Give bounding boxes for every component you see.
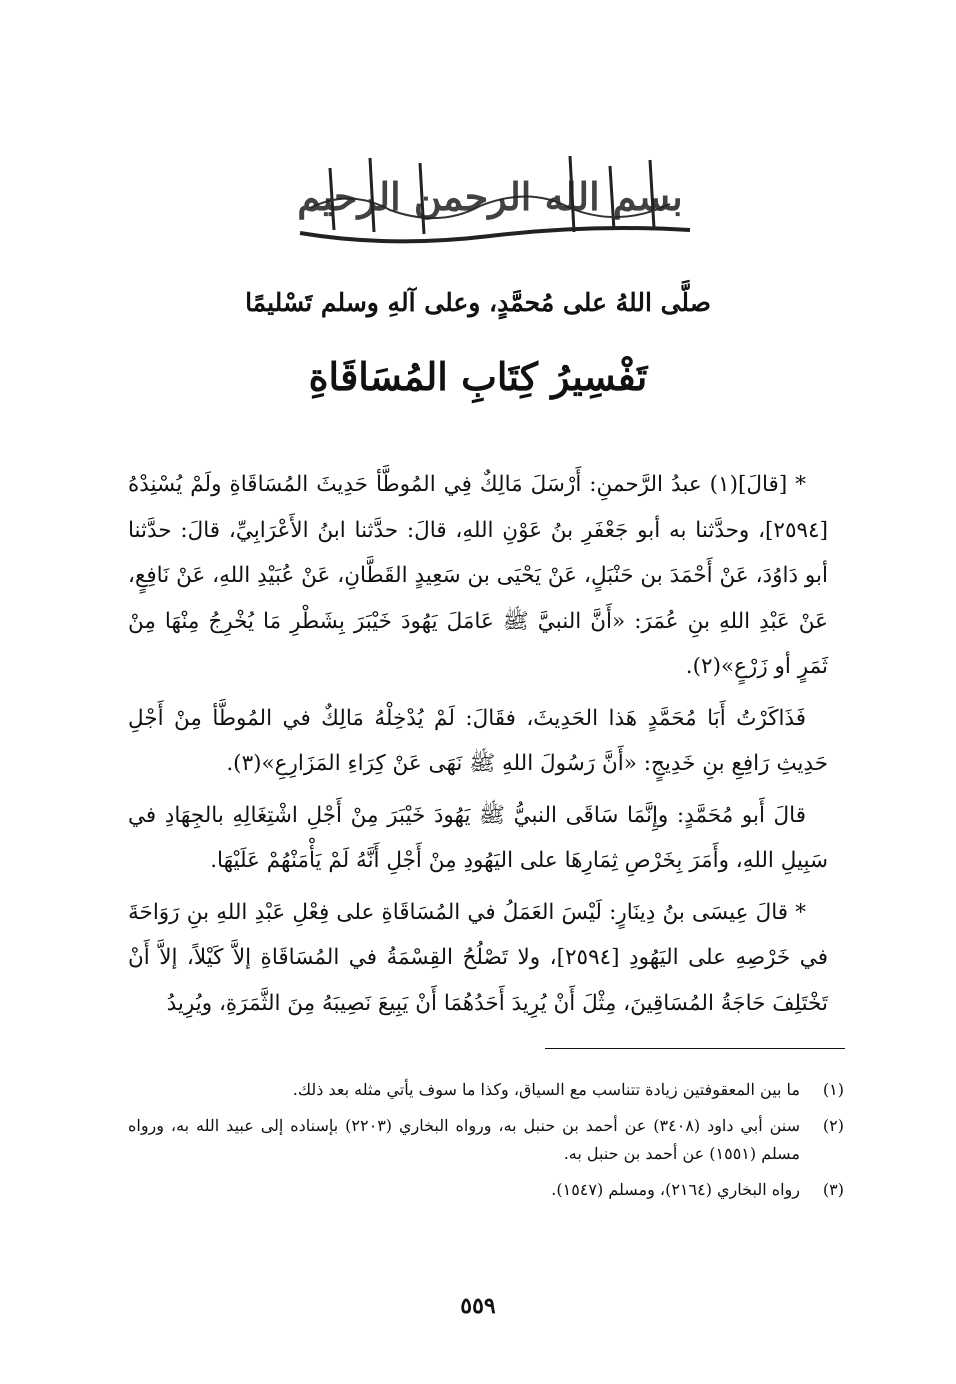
basmala-calligraphy: [270, 138, 710, 268]
paragraph: فَذَاكَرْتُ أَبَا مُحَمَّدٍ هَذا الحَدِيثَ، فقَالَ: لَمْ يُدْخِلْهُ مَالِكٌ في المُوطَّأ مِنْ أَجْلِ حَدِيثِ رَافِعِ بنِ خَدِيجٍ: «أَنَّ رَسُولَ اللهِ ﷺ نَهَى عَنْ كِرَاءِ المَزَارِعِ»(٣).: [128, 705, 828, 776]
paragraph: قالَ أَبو مُحَمَّدٍ: وإِنَّمَا سَاقَى النبيُّ ﷺ يَهُودَ خَيْبَرَ مِنْ أَجْلِ اشْتِغَالِهِ بالجِهَادِ في سَبِيلِ اللهِ، وأَمَرَ بِخَرْصِ ثِمَارِهَا على اليَهُودِ مِنْ أَجْلِ أَنَّهُ لَمْ يَأْمَنْهُمْ عَلَيْهَا.: [128, 802, 828, 873]
footnote-divider: [545, 1048, 845, 1049]
footnote-number: (٣): [822, 1180, 844, 1199]
footnote-number: (١): [822, 1080, 844, 1099]
main-text: [128, 462, 828, 1032]
footnote-text: سنن أبي داود (٣٤٠٨) عن أحمد بن حنبل به، ورواه البخاري (٢٢٠٣) بإسناده إلى عبيد الله به، ورواه مسلم (١٥٥١) عن أحمد بن حنبل به.: [128, 1116, 801, 1163]
footnote-text: رواه البخاري (٢١٦٤)، ومسلم (١٥٤٧).: [551, 1180, 800, 1199]
basmala-text: بسم الله الرحمن الرحيم: [297, 174, 683, 219]
page-number: ٥٥٩: [460, 1293, 496, 1319]
paragraph: * [قالَ](١) عبدُ الرَّحمنِ: أَرْسَلَ مَالِكٌ فِي المُوطَّأ حَدِيثَ المُسَاقَاةِ ولَمْ يُسْنِدْهُ [٢٥٩٤]، وحدَّثنا به أبو جَعْفَرِ بنُ عَوْنِ اللهِ، قالَ: حدَّثنا ابنُ الأَعْرَابِيِّ، قالَ: حدَّثنا أبو دَاوُدَ، عَنْ أَحْمَدَ بن حَنْبَلٍ، عَنْ يَحْيَى بن سَعِيدٍ القَطَّانِ، عَنْ عُبَيْدِ اللهِ، عَنْ نَافِعٍ، عَنْ عَبْدِ اللهِ بنِ عُمَرَ: «أَنَّ النبيَّ ﷺ عَامَلَ يَهُودَ خَيْبَرَ بِشَطْرِ مَا يُخْرِجُ مِنْهَا مِنْ ثَمَرٍ أو زَرْعٍ»(٢).: [128, 472, 828, 679]
footnotes: [128, 1076, 844, 1212]
footnote-item: [128, 1076, 844, 1104]
footnote-item: [128, 1176, 844, 1204]
paragraph: * قالَ عِيسَى بنُ دِينَارٍ: لَيْسَ العَمَلُ في المُسَاقَاةِ على فِعْلِ عَبْدِ اللهِ بنِ رَوَاحَةَ في خَرْصِهِ على اليَهُودِ [٢٥٩٤]، ولا تَصْلُحُ القِسْمَةُ في المُسَاقَاةِ إلاَّ كَيْلاً، إلاَّ أَنْ تَخْتَلِفَ حَاجَةُ المُسَاقِينَ، مِثْلَ أَنْ يُرِيدَ أَحَدُهُمَا أَنْ يَبِيعَ نَصِيبَهُ مِنَ الثَّمَرَةِ، ويُرِيدُ: [128, 899, 828, 1016]
salutation-line: صلَّى اللهُ على مُحمَّدٍ، وعلى آلهِ وسلم تَسْليمًا: [245, 288, 711, 317]
footnote-text: ما بين المعقوفتين زيادة تتناسب مع السياق، وكذا ما سوف يأتي مثله بعد ذلك.: [292, 1080, 800, 1099]
footnote-item: [128, 1112, 844, 1168]
chapter-title: تَفْسِيرُ كِتَابِ المُسَاقَاةِ: [308, 354, 648, 399]
footnote-number: (٢): [822, 1116, 844, 1135]
